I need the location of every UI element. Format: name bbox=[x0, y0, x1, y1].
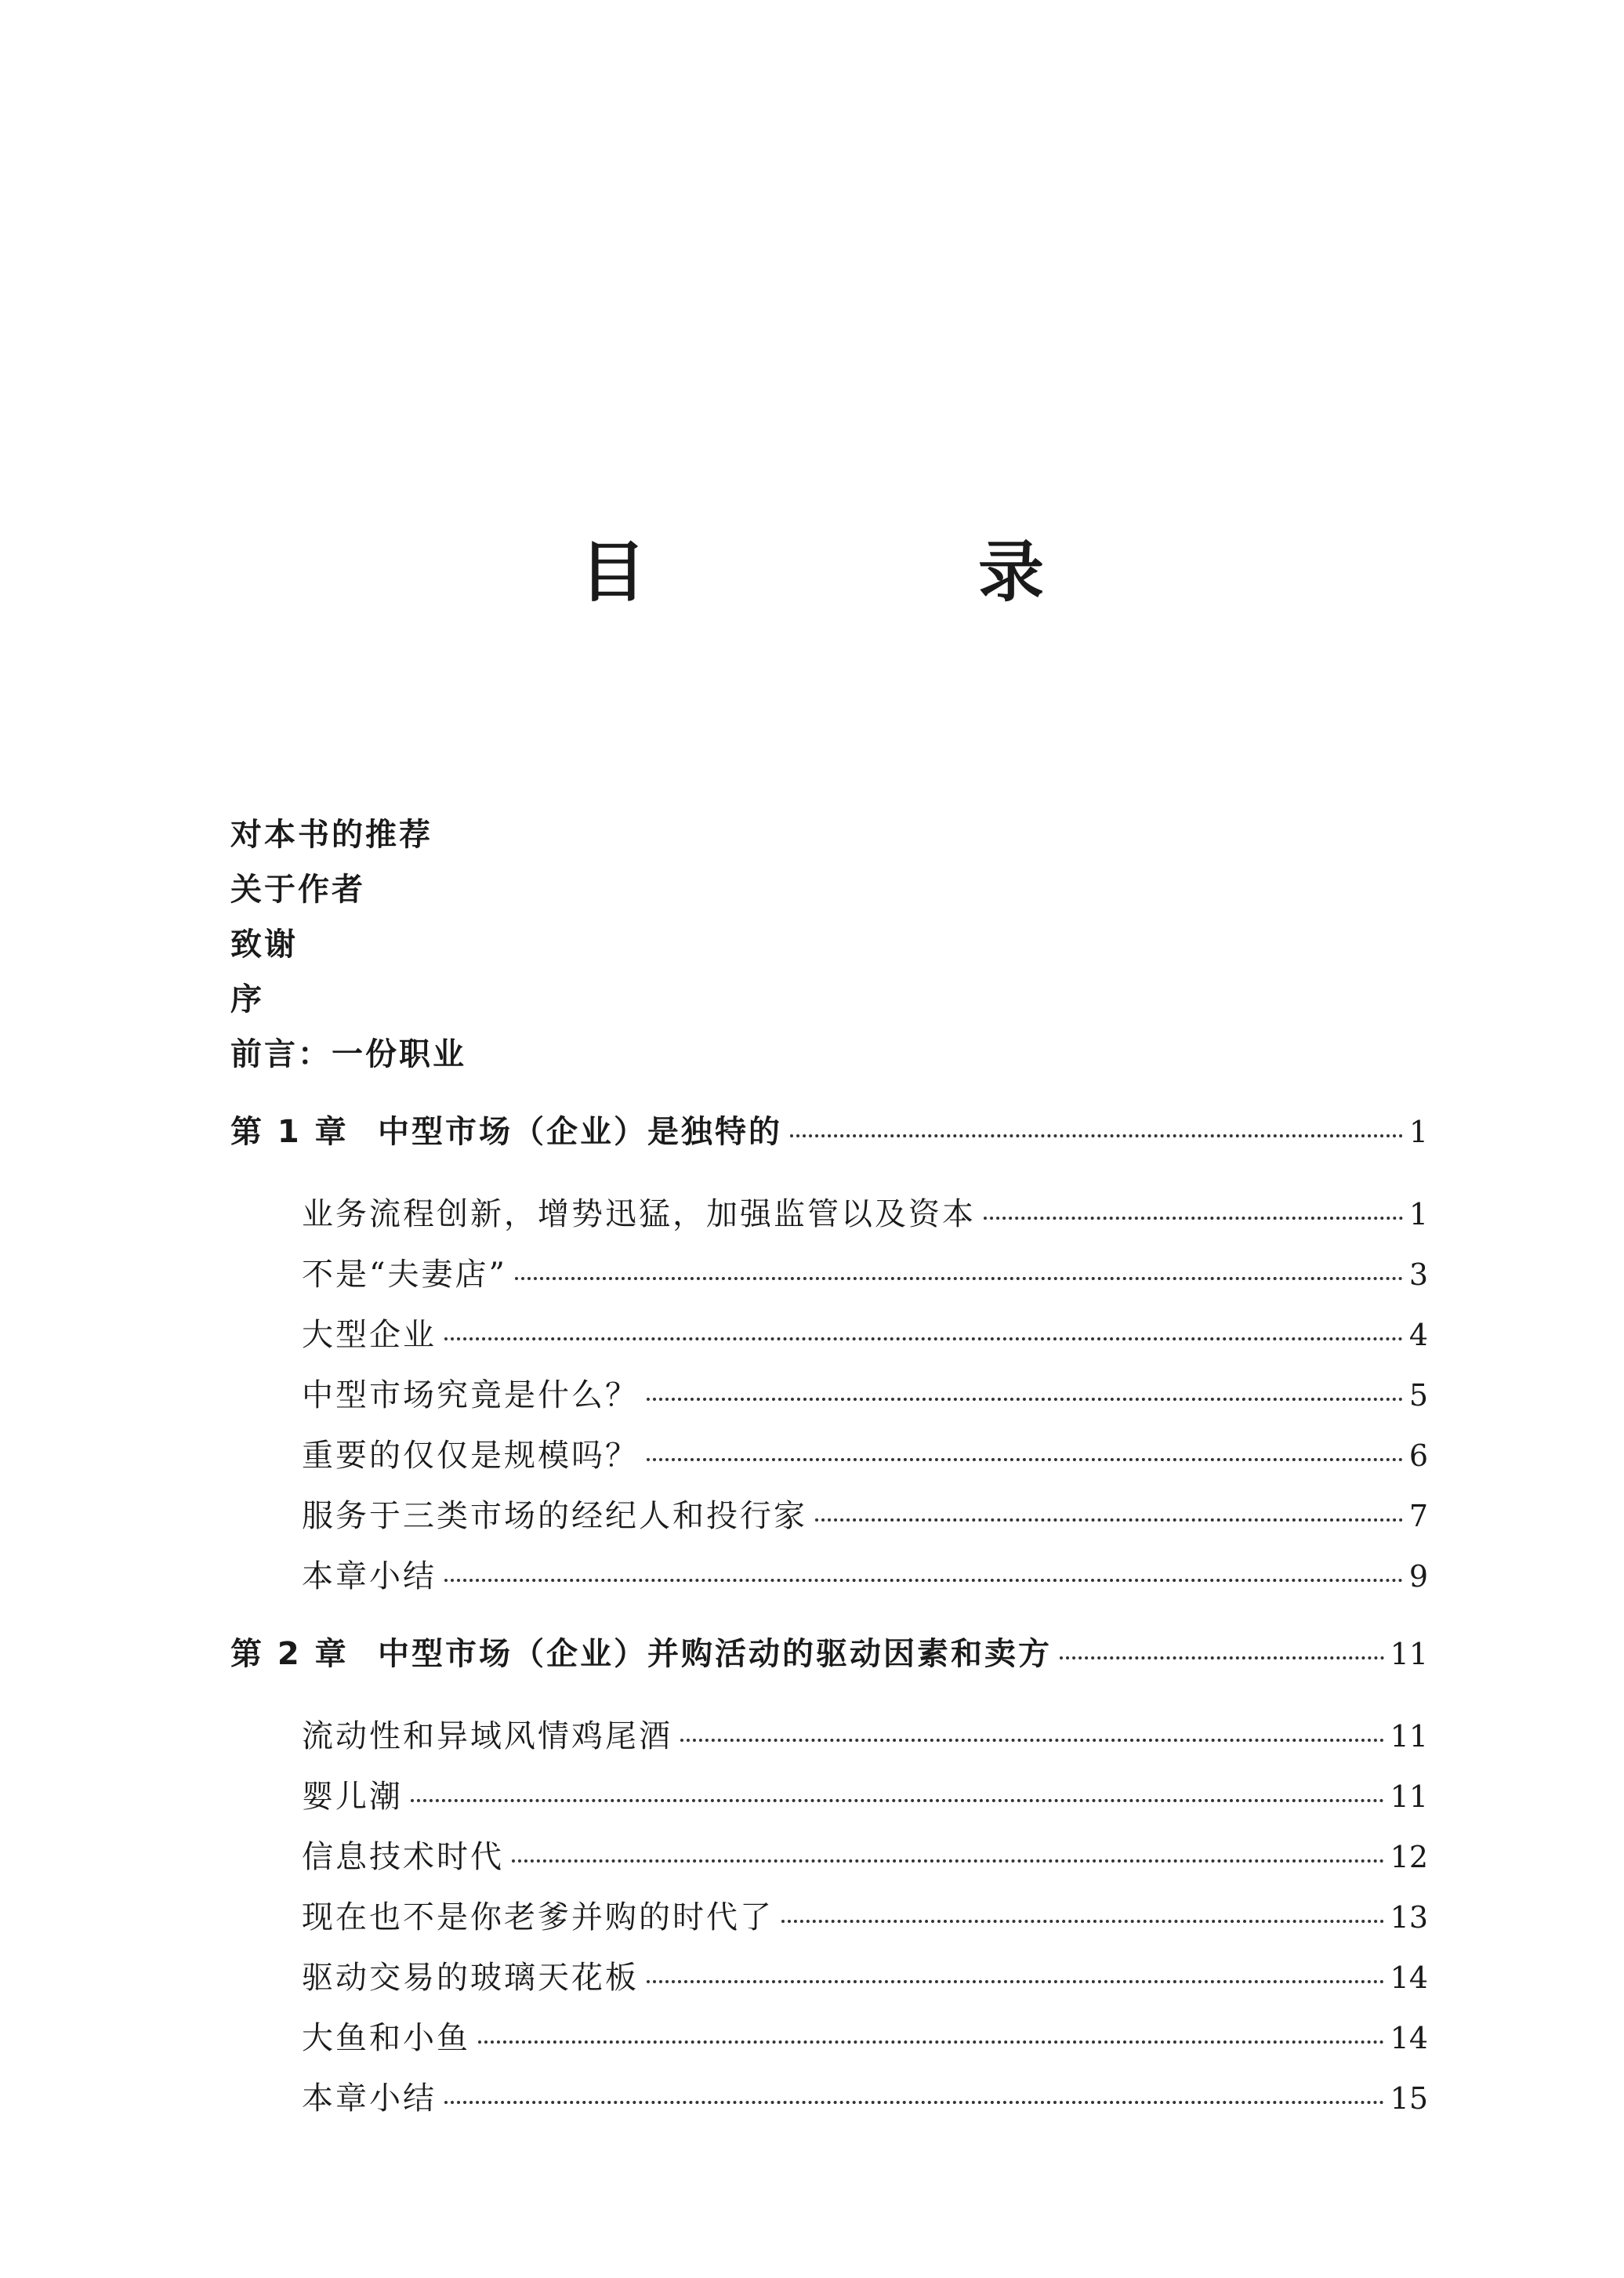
toc-section-1-6[interactable] bbox=[302, 1491, 1428, 1536]
section-title: 重要的仅仅是规模吗？ bbox=[302, 1438, 639, 1474]
toc-section-2-5[interactable] bbox=[302, 1953, 1428, 1997]
front-matter-item-about-author[interactable]: 关于作者 bbox=[230, 872, 365, 908]
section-title: 现在也不是你老爹并购的时代了 bbox=[302, 1899, 774, 1935]
toc-section-1-2[interactable] bbox=[302, 1250, 1428, 1294]
toc-section-2-3[interactable] bbox=[302, 1832, 1428, 1877]
section-title: 业务流程创新，增势迅猛，加强监管以及资本 bbox=[302, 1196, 976, 1232]
dot-leader bbox=[1060, 1656, 1384, 1660]
front-matter-item-recommendations[interactable]: 对本书的推荐 bbox=[230, 817, 433, 853]
section-title: 中型市场究竟是什么？ bbox=[302, 1377, 639, 1413]
toc-section-1-3[interactable] bbox=[302, 1310, 1428, 1355]
dot-leader bbox=[444, 1337, 1403, 1340]
front-matter-item-acknowledgements[interactable]: 致谢 bbox=[230, 927, 298, 963]
section-title: 不是“夫妻店” bbox=[302, 1257, 507, 1293]
toc-section-2-6[interactable] bbox=[302, 2013, 1428, 2058]
toc-section-1-7[interactable] bbox=[302, 1551, 1428, 1596]
dot-leader bbox=[984, 1217, 1403, 1220]
dot-leader bbox=[512, 1859, 1384, 1863]
section-title: 大鱼和小鱼 bbox=[302, 2020, 470, 2056]
toc-chapter-2[interactable] bbox=[230, 1629, 1428, 1674]
toc-section-2-4[interactable] bbox=[302, 1892, 1428, 1937]
page-number: 13 bbox=[1390, 1900, 1428, 1935]
page-number: 14 bbox=[1390, 2021, 1428, 2055]
page-number: 12 bbox=[1390, 1840, 1428, 1874]
page-title: 目 录 bbox=[579, 533, 1177, 611]
toc-section-2-1[interactable] bbox=[302, 1711, 1428, 1756]
page-number: 7 bbox=[1408, 1499, 1428, 1533]
dot-leader bbox=[647, 1398, 1403, 1401]
toc-section-1-5[interactable] bbox=[302, 1431, 1428, 1475]
front-matter-item-foreword[interactable]: 前言：一份职业 bbox=[230, 1036, 466, 1072]
dot-leader bbox=[444, 2101, 1384, 2104]
chapter-number: 第 2 章 bbox=[230, 1636, 349, 1672]
front-matter-list bbox=[230, 807, 466, 1082]
page-number: 4 bbox=[1408, 1318, 1428, 1352]
dot-leader bbox=[815, 1518, 1403, 1522]
section-title: 驱动交易的玻璃天花板 bbox=[302, 1960, 639, 1996]
chapter-title: 中型市场（企业）是独特的 bbox=[378, 1114, 782, 1150]
page-number: 11 bbox=[1390, 1779, 1428, 1814]
page-number: 11 bbox=[1390, 1637, 1428, 1671]
page-number: 9 bbox=[1408, 1559, 1428, 1594]
toc-chapter-1[interactable] bbox=[230, 1107, 1428, 1152]
section-title: 流动性和异域风情鸡尾酒 bbox=[302, 1718, 672, 1754]
dot-leader bbox=[790, 1134, 1403, 1137]
section-title: 婴儿潮 bbox=[302, 1779, 403, 1815]
section-title: 本章小结 bbox=[302, 1558, 437, 1594]
section-title: 大型企业 bbox=[302, 1317, 437, 1353]
page-number: 3 bbox=[1408, 1257, 1428, 1292]
section-title: 信息技术时代 bbox=[302, 1839, 504, 1875]
chapter-number: 第 1 章 bbox=[230, 1114, 349, 1150]
toc-section-1-4[interactable] bbox=[302, 1370, 1428, 1415]
section-title: 本章小结 bbox=[302, 2080, 437, 2117]
dot-leader bbox=[444, 1579, 1403, 1582]
front-matter-item-preface[interactable]: 序 bbox=[230, 981, 264, 1017]
toc-section-1-1[interactable] bbox=[302, 1189, 1428, 1234]
page-number: 6 bbox=[1408, 1438, 1428, 1473]
page-number: 15 bbox=[1390, 2081, 1428, 2116]
chapter-title: 中型市场（企业）并购活动的驱动因素和卖方 bbox=[378, 1636, 1052, 1672]
dot-leader bbox=[515, 1277, 1403, 1280]
dot-leader bbox=[647, 1458, 1403, 1461]
toc-section-2-7[interactable] bbox=[302, 2073, 1428, 2118]
toc-section-2-2[interactable] bbox=[302, 1772, 1428, 1816]
page-number: 14 bbox=[1390, 1961, 1428, 1995]
dot-leader bbox=[411, 1799, 1384, 1802]
page-number: 1 bbox=[1408, 1115, 1428, 1149]
page-number: 5 bbox=[1408, 1378, 1428, 1413]
dot-leader bbox=[781, 1920, 1384, 1923]
section-title: 服务于三类市场的经纪人和投行家 bbox=[302, 1498, 807, 1534]
dot-leader bbox=[647, 1980, 1384, 1983]
page-number: 1 bbox=[1408, 1197, 1428, 1231]
dot-leader bbox=[478, 2040, 1384, 2044]
dot-leader bbox=[680, 1739, 1384, 1742]
page-number: 11 bbox=[1390, 1719, 1428, 1754]
